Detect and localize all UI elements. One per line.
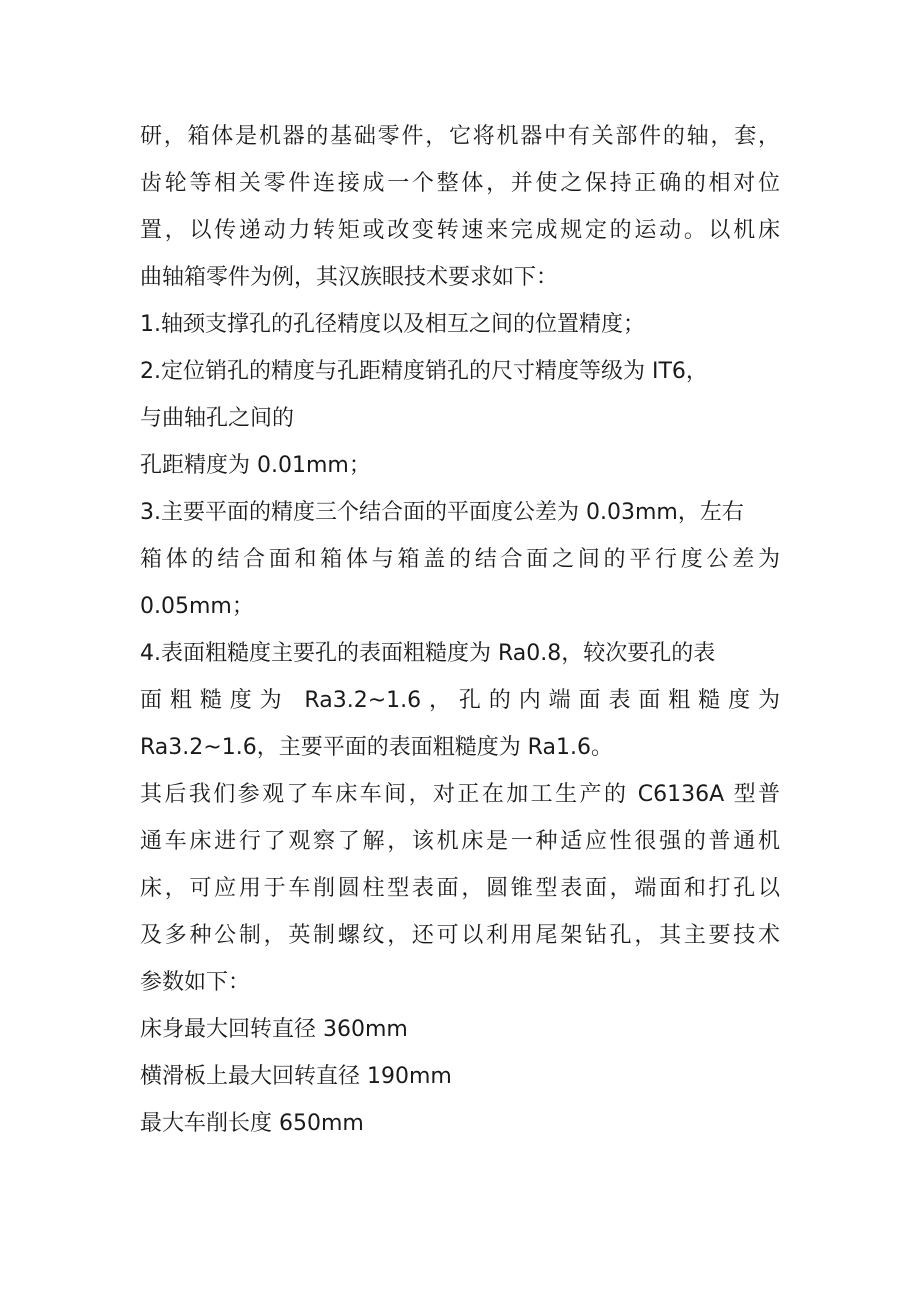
text-line: 面粗糙度为 Ra3.2~1.6，孔的内端面表面粗糙度为 <box>140 688 780 713</box>
text-line: 研，箱体是机器的基础零件，它将机器中有关部件的轴，套， <box>140 124 780 149</box>
text-line: 0.05mm； <box>140 594 254 619</box>
text-line: 曲轴箱零件为例，其汉族眼技术要求如下： <box>140 265 559 290</box>
text-line: 孔距精度为 0.01mm； <box>140 453 371 478</box>
spec-line: 横滑板上最大回转直径 190mm <box>140 1064 452 1089</box>
text-line: Ra3.2~1.6，主要平面的表面粗糙度为 Ra1.6。 <box>140 735 613 760</box>
text-line: 齿轮等相关零件连接成一个整体，并使之保持正确的相对位 <box>140 171 780 196</box>
text-line: 箱体的结合面和箱体与箱盖的结合面之间的平行度公差为 <box>140 547 780 572</box>
list-item: 1.轴颈支撑孔的孔径精度以及相互之间的位置精度； <box>140 312 645 337</box>
text-line: 参数如下： <box>140 970 251 995</box>
text-line: 其后我们参观了车床车间，对正在加工生产的 C6136A 型普 <box>140 782 780 807</box>
list-item: 2.定位销孔的精度与孔距精度销孔的尺寸精度等级为 IT6， <box>140 359 708 384</box>
text-line: 及多种公制，英制螺纹，还可以利用尾架钻孔，其主要技术 <box>140 923 780 948</box>
spec-line: 床身最大回转直径 360mm <box>140 1017 408 1042</box>
text-line: 与曲轴孔之间的 <box>140 406 295 431</box>
spec-line: 最大车削长度 650mm <box>140 1111 364 1136</box>
list-item: 3.主要平面的精度三个结合面的平面度公差为 0.03mm，左右 <box>140 500 744 525</box>
text-line: 通车床进行了观察了解，该机床是一种适应性很强的普通机 <box>140 829 780 854</box>
list-item: 4.表面粗糙度主要孔的表面粗糙度为 Ra0.8，较次要孔的表 <box>140 641 716 666</box>
text-line: 床，可应用于车削圆柱型表面，圆锥型表面，端面和打孔以 <box>140 876 780 901</box>
text-line: 置，以传递动力转矩或改变转速来完成规定的运动。以机床 <box>140 218 780 243</box>
